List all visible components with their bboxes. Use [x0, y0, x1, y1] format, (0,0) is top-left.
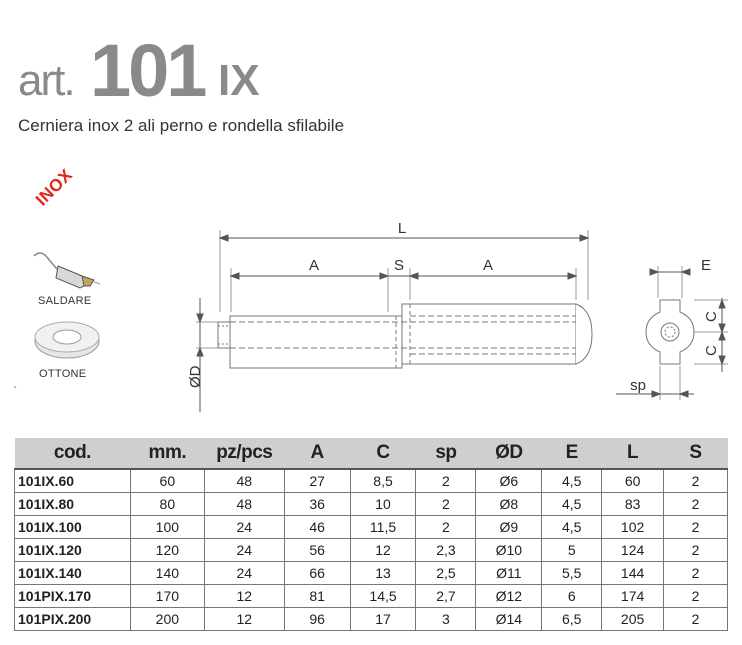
product-code-cell: 101IX.140 — [15, 562, 131, 585]
table-cell: 4,5 — [542, 469, 602, 493]
table-row — [15, 493, 728, 516]
table-cell: 4,5 — [542, 493, 602, 516]
table-cell: 66 — [284, 562, 350, 585]
table-cell: 2,7 — [416, 585, 476, 608]
col-header-S: S — [664, 438, 728, 469]
weld-label: SALDARE — [38, 295, 92, 307]
table-cell: 2 — [664, 562, 728, 585]
col-header-C: C — [350, 438, 416, 469]
product-code-cell: 101IX.60 — [15, 469, 131, 493]
product-code-cell: 101IX.80 — [15, 493, 131, 516]
table-cell: 83 — [602, 493, 664, 516]
col-header-A: A — [284, 438, 350, 469]
dim-label-C-bottom: C — [703, 345, 720, 356]
hinge-side-view — [218, 304, 592, 368]
table-cell: 5 — [542, 539, 602, 562]
table-cell: Ø6 — [476, 469, 542, 493]
table-cell: 140 — [130, 562, 204, 585]
table-cell: 2 — [416, 469, 476, 493]
washer-label: OTTONE — [39, 368, 87, 380]
table-cell: 27 — [284, 469, 350, 493]
table-cell: 36 — [284, 493, 350, 516]
table-cell: 144 — [602, 562, 664, 585]
dim-label-L: L — [397, 220, 407, 237]
table-row — [15, 539, 728, 562]
col-header-sp: sp — [416, 438, 476, 469]
table-cell: Ø14 — [476, 608, 542, 631]
col-header-cod: cod. — [15, 438, 131, 469]
product-description: Cerniera inox 2 ali perno e rondella sfilabile — [18, 116, 345, 135]
table-cell: Ø9 — [476, 516, 542, 539]
table-cell: 2 — [664, 516, 728, 539]
table-cell: 48 — [204, 469, 284, 493]
table-cell: 12 — [204, 608, 284, 631]
spec-table-header-row — [15, 438, 728, 469]
table-cell: 3 — [416, 608, 476, 631]
table-cell: 8,5 — [350, 469, 416, 493]
table-cell: 13 — [350, 562, 416, 585]
article-prefix: art. — [18, 56, 74, 105]
table-cell: 2,3 — [416, 539, 476, 562]
table-cell: 2 — [416, 516, 476, 539]
brass-washer-icon — [35, 322, 99, 358]
table-cell: 11,5 — [350, 516, 416, 539]
table-cell: 24 — [204, 539, 284, 562]
welding-torch-icon — [34, 253, 100, 288]
table-cell: Ø12 — [476, 585, 542, 608]
table-cell: 96 — [284, 608, 350, 631]
dim-label-D: ØD — [187, 365, 204, 388]
table-cell: 174 — [602, 585, 664, 608]
table-cell: 2 — [664, 469, 728, 493]
product-code-cell: 101IX.100 — [15, 516, 131, 539]
table-cell: 80 — [130, 493, 204, 516]
dim-label-sp: sp — [630, 377, 646, 394]
table-row — [15, 516, 728, 539]
product-code-cell: 101PIX.200 — [15, 608, 131, 631]
spec-table — [14, 438, 728, 631]
table-cell: 170 — [130, 585, 204, 608]
dim-label-A-left: A — [308, 257, 320, 274]
table-row — [15, 469, 728, 493]
hinge-end-view — [646, 300, 694, 364]
table-cell: Ø10 — [476, 539, 542, 562]
table-cell: 5,5 — [542, 562, 602, 585]
col-header-L: L — [602, 438, 664, 469]
table-cell: 2 — [416, 493, 476, 516]
table-cell: 24 — [204, 516, 284, 539]
table-cell: 17 — [350, 608, 416, 631]
col-header-pzpcs: pz/pcs — [204, 438, 284, 469]
table-cell: 14,5 — [350, 585, 416, 608]
table-cell: 120 — [130, 539, 204, 562]
table-cell: Ø8 — [476, 493, 542, 516]
col-header-E: E — [542, 438, 602, 469]
table-cell: 56 — [284, 539, 350, 562]
table-cell: 24 — [204, 562, 284, 585]
table-row — [15, 608, 728, 631]
table-cell: 2 — [664, 539, 728, 562]
dim-label-A-right: A — [482, 257, 494, 274]
table-cell: 12 — [204, 585, 284, 608]
dim-label-C-top: C — [703, 311, 720, 322]
inox-badge: INOX — [32, 165, 77, 210]
table-cell: 2,5 — [416, 562, 476, 585]
spec-table-body — [15, 469, 728, 631]
table-cell: 6 — [542, 585, 602, 608]
col-header-D: ØD — [476, 438, 542, 469]
table-cell: 102 — [602, 516, 664, 539]
table-cell: 205 — [602, 608, 664, 631]
table-cell: 60 — [130, 469, 204, 493]
table-cell: 60 — [602, 469, 664, 493]
table-cell: 124 — [602, 539, 664, 562]
table-cell: 2 — [664, 585, 728, 608]
table-cell: 200 — [130, 608, 204, 631]
table-row — [15, 585, 728, 608]
table-cell: 100 — [130, 516, 204, 539]
table-cell: 4,5 — [542, 516, 602, 539]
table-cell: 10 — [350, 493, 416, 516]
product-code-cell: 101PIX.170 — [15, 585, 131, 608]
table-row — [15, 562, 728, 585]
dim-label-E: E — [700, 257, 712, 274]
table-cell: 46 — [284, 516, 350, 539]
table-cell: 81 — [284, 585, 350, 608]
table-cell: 12 — [350, 539, 416, 562]
table-cell: 2 — [664, 493, 728, 516]
table-cell: 48 — [204, 493, 284, 516]
table-cell: Ø11 — [476, 562, 542, 585]
product-code-cell: 101IX.120 — [15, 539, 131, 562]
col-header-mm: mm. — [130, 438, 204, 469]
article-suffix: IX — [218, 56, 260, 105]
article-number: 101 — [90, 29, 205, 112]
dim-label-S: S — [393, 257, 405, 274]
table-cell: 6,5 — [542, 608, 602, 631]
table-cell: 2 — [664, 608, 728, 631]
